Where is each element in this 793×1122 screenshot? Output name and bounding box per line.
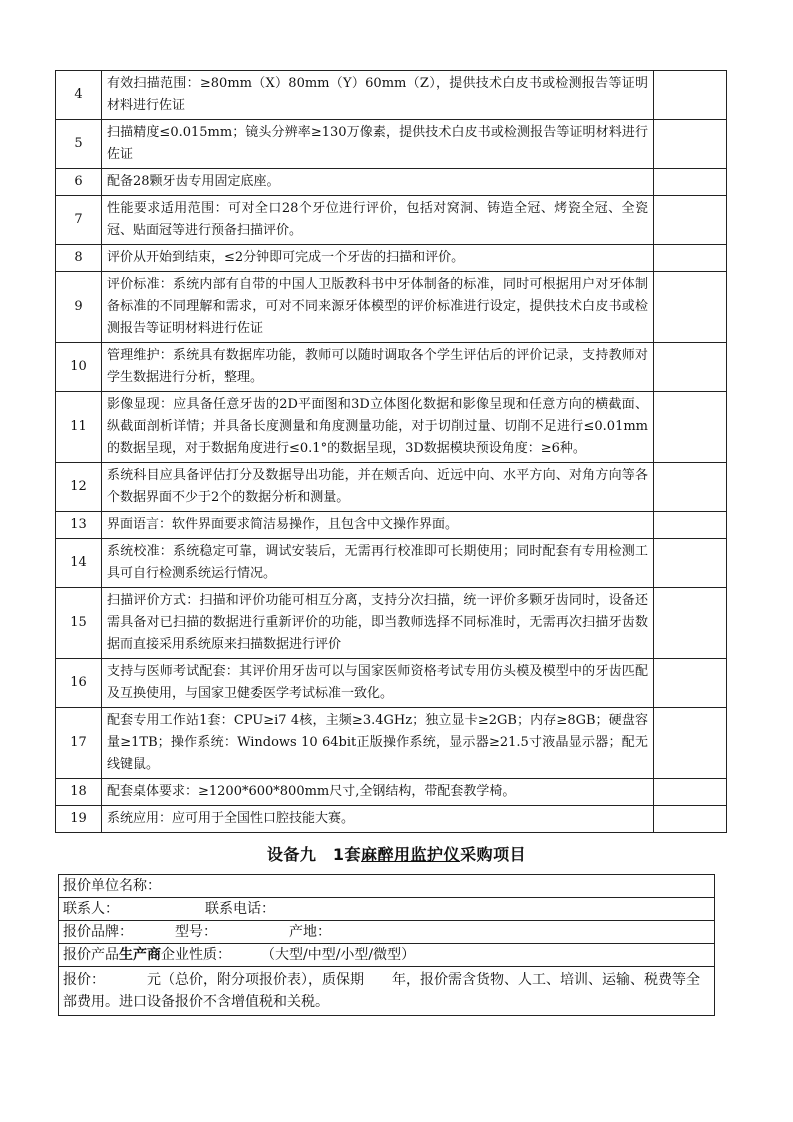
spec-row-number: 17 <box>56 708 102 779</box>
brand-cell[interactable] <box>59 921 715 944</box>
spec-row <box>56 708 727 779</box>
spec-row-response-cell[interactable] <box>654 779 727 806</box>
spec-row-response-cell[interactable] <box>654 588 727 659</box>
spec-row-description: 支持与医师考试配套：其评价用牙齿可以与国家医师资格考试专用仿头模及模型中的牙齿匹配及互换使用，与国家卫健委医学考试标准一致化。 <box>102 659 654 708</box>
quote-row-brand <box>59 921 715 944</box>
contact-phone-label: 联系电话： <box>205 901 275 917</box>
spec-table <box>55 70 727 833</box>
nature-cell[interactable] <box>59 944 715 967</box>
spec-row-number: 16 <box>56 659 102 708</box>
spec-row <box>56 588 727 659</box>
contact-person-label: 联系人： <box>63 901 119 917</box>
spec-row-description: 系统应用：应可用于全国性口腔技能大赛。 <box>102 806 654 833</box>
spec-row-number: 10 <box>56 343 102 392</box>
spec-row-description: 配套专用工作站1套：CPU≥i7 4核，主频≥3.4GHz；独立显卡≥2GB；内存≥8GB；硬盘容量≥1TB；操作系统：Windows 10 64bit正版操作系统，显示器≥21.5寸液晶显示器；配无线键鼠。 <box>102 708 654 779</box>
section-title-device: 麻醉用监护仪 <box>361 845 461 864</box>
spec-row <box>56 120 727 169</box>
spec-row-number: 6 <box>56 169 102 196</box>
brand-label: 报价品牌： <box>63 924 133 940</box>
spec-row-response-cell[interactable] <box>654 392 727 463</box>
spec-row-description: 性能要求适用范围：可对全口28个牙位进行评价，包括对窝洞、铸造全冠、烤瓷全冠、全瓷冠、贴面冠等进行预备扫描评价。 <box>102 196 654 245</box>
quote-table <box>58 874 715 1016</box>
spec-row <box>56 659 727 708</box>
spec-row-number: 19 <box>56 806 102 833</box>
section-title <box>0 842 793 865</box>
spec-row-response-cell[interactable] <box>654 343 727 392</box>
spec-row-number: 7 <box>56 196 102 245</box>
section-title-prefix: 设备九 1套 <box>266 845 362 864</box>
spec-row <box>56 272 727 343</box>
spec-row-response-cell[interactable] <box>654 120 727 169</box>
spec-row-number: 15 <box>56 588 102 659</box>
spec-row-response-cell[interactable] <box>654 463 727 512</box>
spec-row-description: 配备28颗牙齿专用固定底座。 <box>102 169 654 196</box>
spec-row-number: 13 <box>56 512 102 539</box>
price-label: 报价： <box>63 972 105 988</box>
spec-row-response-cell[interactable] <box>654 272 727 343</box>
spec-row-response-cell[interactable] <box>654 169 727 196</box>
spec-row-description: 系统科目应具备评估打分及数据导出功能，并在颊舌向、近远中向、水平方向、对角方向等各个数据界面不少于2个的数据分析和测量。 <box>102 463 654 512</box>
spec-row-description: 配套桌体要求：≥1200*600*800mm尺寸,全钢结构，带配套教学椅。 <box>102 779 654 806</box>
model-label: 型号： <box>175 924 217 940</box>
spec-row-response-cell[interactable] <box>654 512 727 539</box>
spec-row <box>56 512 727 539</box>
spec-row-description: 扫描精度≤0.015mm；镜头分辨率≥130万像素，提供技术白皮书或检测报告等证明材料进行佐证 <box>102 120 654 169</box>
spec-row-number: 11 <box>56 392 102 463</box>
spec-row-response-cell[interactable] <box>654 245 727 272</box>
spec-row-number: 12 <box>56 463 102 512</box>
spec-row-number: 5 <box>56 120 102 169</box>
nature-prefix: 报价产品 <box>63 947 119 963</box>
spec-row <box>56 392 727 463</box>
spec-row-response-cell[interactable] <box>654 196 727 245</box>
section-title-suffix: 采购项目 <box>460 845 527 864</box>
spec-row-response-cell[interactable] <box>654 708 727 779</box>
spec-row-description: 管理维护：系统具有数据库功能，教师可以随时调取各个学生评估后的评价记录，支持教师对学生数据进行分析，整理。 <box>102 343 654 392</box>
quote-row-price <box>59 967 715 1016</box>
quote-row-nature <box>59 944 715 967</box>
spec-row-response-cell[interactable] <box>654 806 727 833</box>
spec-row <box>56 343 727 392</box>
spec-row <box>56 779 727 806</box>
spec-row <box>56 169 727 196</box>
spec-row <box>56 196 727 245</box>
spec-row-description: 系统校准：系统稳定可靠，调试安装后，无需再行校准即可长期使用；同时配套有专用检测工具可自行检测系统运行情况。 <box>102 539 654 588</box>
spec-row-description: 影像显现：应具备任意牙齿的2D平面图和3D立体图化数据和影像呈现和任意方向的横截面、纵截面剖析详情；并具备长度测量和角度测量功能，对于切削过量、切削不足进行≤0.01mm的数据呈现，对于数据角度进行≤0.1°的数据呈现，3D数据模块预设角度：≥6种。 <box>102 392 654 463</box>
spec-row-description: 界面语言：软件界面要求简洁易操作，且包含中文操作界面。 <box>102 512 654 539</box>
unit-name-cell[interactable] <box>59 875 715 898</box>
spec-row-number: 14 <box>56 539 102 588</box>
spec-row <box>56 245 727 272</box>
spec-row-description: 有效扫描范围：≥80mm（X）80mm（Y）60mm（Z），提供技术白皮书或检测报告等证明材料进行佐证 <box>102 71 654 120</box>
spec-row <box>56 806 727 833</box>
spec-row-response-cell[interactable] <box>654 71 727 120</box>
spec-row-description: 评价从开始到结束，≤2分钟即可完成一个牙齿的扫描和评价。 <box>102 245 654 272</box>
spec-row-number: 8 <box>56 245 102 272</box>
spec-row-number: 18 <box>56 779 102 806</box>
nature-options: （大型/中型/小型/微型） <box>261 947 416 963</box>
spec-row-description: 评价标准：系统内部有自带的中国人卫版教科书中牙体制备的标准，同时可根据用户对牙体制备标准的不同理解和需求，可对不同来源牙体模型的评价标准进行设定，提供技术白皮书或检测报告等证明材料进行佐证 <box>102 272 654 343</box>
spec-row <box>56 71 727 120</box>
spec-row-response-cell[interactable] <box>654 659 727 708</box>
spec-row-description: 扫描评价方式：扫描和评价功能可相互分离，支持分次扫描，统一评价多颗牙齿同时，设备还需具备对已扫描的数据进行重新评价的功能，即当教师选择不同标准时，无需再次扫描牙齿数据而直接采用系统原来扫描数据进行评价 <box>102 588 654 659</box>
nature-manufacturer: 生产商 <box>119 947 161 963</box>
spec-row <box>56 539 727 588</box>
spec-table-body <box>56 71 727 833</box>
spec-row-number: 4 <box>56 71 102 120</box>
quote-row-unit <box>59 875 715 898</box>
contact-cell[interactable] <box>59 898 715 921</box>
price-cell[interactable] <box>59 967 715 1016</box>
spec-row-response-cell[interactable] <box>654 539 727 588</box>
origin-label: 产地： <box>289 924 331 940</box>
spec-row-number: 9 <box>56 272 102 343</box>
price-text: 元（总价，附分项报价表），质保期 年，报价需含货物、人工、培训、运输、税费等全部费用。进口设备报价不含增值税和关税。 <box>63 972 700 1010</box>
quote-row-contact <box>59 898 715 921</box>
unit-name-label: 报价单位名称： <box>63 878 161 894</box>
nature-label: 企业性质： <box>161 947 231 963</box>
spec-row <box>56 463 727 512</box>
